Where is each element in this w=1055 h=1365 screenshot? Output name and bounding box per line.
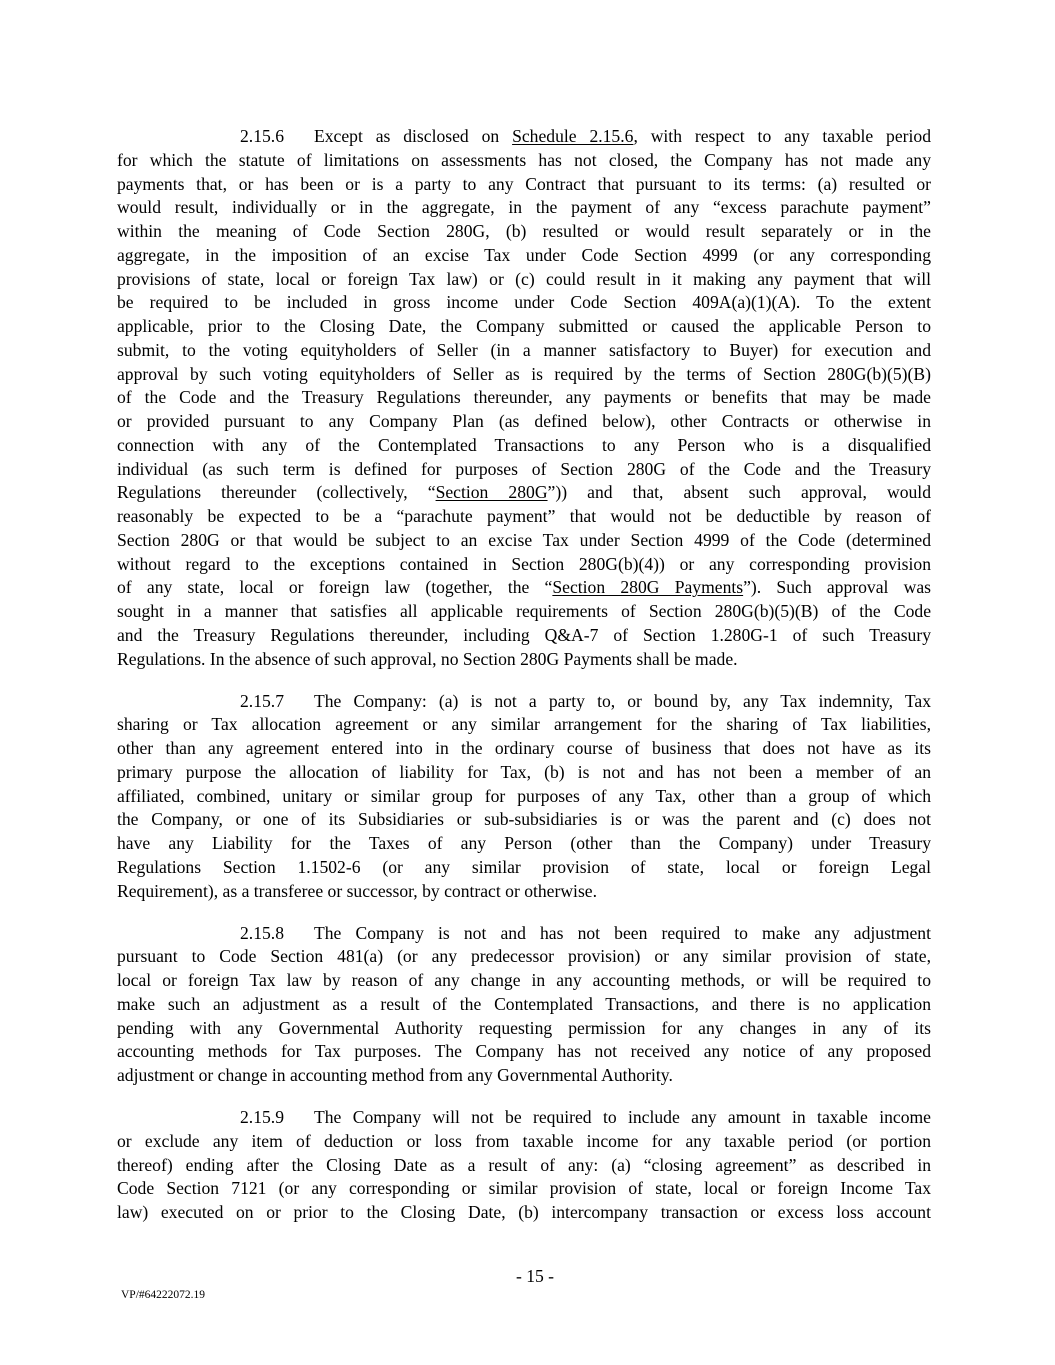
text-segment: applicable, prior to the Closing Date, the Company submitted or caused the applicable Person to (117, 316, 931, 336)
section-number: 2.15.6 (240, 126, 284, 146)
defined-term: Section 280G Payments (552, 577, 744, 598)
text-segment: Section 280G or that would be subject to an excise Tax under Section 4999 of the Code (determined (117, 529, 931, 550)
text-line (117, 993, 931, 1017)
text-line (117, 832, 931, 856)
text-line (117, 481, 931, 505)
text-line (117, 315, 931, 339)
section-2-15-9 (117, 1106, 931, 1225)
text-segment: affiliated, combined, unitary or similar group for purposes of any Tax, other than a group of which (117, 785, 931, 806)
text-line (117, 785, 931, 809)
text-segment: thereof) ending after the Closing Date as a result of any: (a) “closing agreement” as described in (117, 1154, 931, 1175)
text-segment: make such an adjustment as a result of the Contemplated Transactions, and there is no application (117, 993, 931, 1014)
text-line (117, 1154, 931, 1178)
text-segment: Regulations. In the absence of such approval, no Section 280G Payments shall be made. (117, 648, 738, 669)
text-segment: pursuant to Code Section 481(a) (or any predecessor provision) or any similar provision of state, (117, 946, 931, 967)
text-segment: or exclude any item of deduction or loss from taxable income for any taxable period (or portion (117, 1130, 931, 1151)
text-segment: Regulations thereunder (collectively, “ (117, 482, 436, 503)
text-line (117, 1040, 931, 1064)
text-line (117, 856, 931, 880)
text-line (117, 808, 931, 832)
text-segment: Requirement), as a transferee or successor, by contract or otherwise. (117, 880, 597, 901)
text-segment: adjustment or change in accounting method from any Governmental Authority. (117, 1065, 673, 1086)
text-line (117, 1177, 931, 1201)
text-line (117, 386, 931, 410)
text-segment: pending with any Governmental Authority requesting permission for any changes in any of its (117, 1017, 931, 1038)
text-line (117, 363, 931, 387)
text-segment: other than any agreement entered into in the ordinary course of business that does not have as its (117, 738, 931, 759)
defined-term: Schedule 2.15.6 (512, 126, 634, 146)
text-line (117, 1201, 931, 1225)
text-line (117, 600, 931, 624)
text-segment: submit, to the voting equityholders of Seller (in a manner satisfactory to Buyer) for execution and (117, 339, 931, 360)
text-segment: be required to be included in gross income under Code Section 409A(a)(1)(A). To the extent (117, 292, 931, 313)
section-2-15-7 (117, 690, 931, 904)
text-line (117, 648, 931, 672)
text-line (117, 945, 931, 969)
text-segment: the Company, or one of its Subsidiaries or sub-subsidiaries is or was the parent and (c) does not (117, 809, 931, 830)
text-line (117, 149, 931, 173)
text-segment: of any state, local or foreign law (together, the “ (117, 577, 553, 598)
text-segment: have any Liability for the Taxes of any Person (other than the Company) under Treasury (117, 833, 931, 854)
text-segment: individual (as such term is defined for purposes of Section 280G of the Code and the Treasury (117, 458, 931, 479)
text-segment: would result, individually or in the aggregate, in the payment of any “excess parachute payment” (117, 197, 931, 218)
text-line (117, 1017, 931, 1041)
page-number: - 15 - (515, 1266, 555, 1286)
section-number: 2.15.8 (240, 922, 284, 943)
text-segment: The Company will not be required to include any amount in taxable income (314, 1107, 931, 1128)
text-line (117, 737, 931, 761)
text-line (117, 125, 931, 149)
text-segment: sharing or Tax allocation agreement or any similar arrangement for the sharing of Tax liabilities, (117, 714, 931, 735)
text-segment: approval by such voting equityholders of Seller as is required by the terms of Section 280G(b)(5)(B) (117, 363, 931, 384)
text-segment: ”)) and that, absent such approval, would (547, 482, 931, 503)
text-line (117, 291, 931, 315)
text-segment: The Company is not and has not been required to make any adjustment (314, 922, 931, 943)
text-line (117, 244, 931, 268)
text-segment: law) executed on or prior to the Closing Date, (b) intercompany transaction or excess loss account (117, 1202, 931, 1223)
text-segment: provisions of state, local or foreign Tax law) or (c) could result in it making any payment that will (117, 268, 931, 289)
text-line (117, 1064, 931, 1088)
text-line (117, 505, 931, 529)
text-line (117, 969, 931, 993)
text-segment: and the Treasury Regulations thereunder, including Q&A-7 of Section 1.280G-1 of such Treasury (117, 624, 931, 645)
text-line (117, 553, 931, 577)
section-2-15-6 (117, 125, 931, 671)
text-segment: , with respect to any taxable period (633, 126, 932, 146)
text-line (117, 173, 931, 197)
text-line (117, 713, 931, 737)
text-line (117, 196, 931, 220)
text-line (117, 529, 931, 553)
text-line (117, 690, 931, 714)
text-segment: Except as disclosed on (314, 126, 513, 146)
text-line (117, 1130, 931, 1154)
text-line (117, 434, 931, 458)
text-line (117, 339, 931, 363)
text-line (117, 624, 931, 648)
defined-term: Section 280G (435, 482, 548, 503)
text-line (117, 220, 931, 244)
text-segment: sought in a manner that satisfies all applicable requirements of Section 280G(b)(5)(B) of the Code (117, 601, 931, 621)
text-segment: connection with any of the Contemplated Transactions to any Person who is a disqualified (117, 434, 931, 455)
text-segment: local or foreign Tax law by reason of any change in any accounting methods, or will be required to (117, 970, 931, 991)
text-segment: or provided pursuant to any Company Plan (as defined below), other Contracts or otherwise in (117, 411, 931, 431)
text-line (117, 410, 931, 434)
text-line (117, 922, 931, 946)
text-segment: of the Code and the Treasury Regulations thereunder, any payments or benefits that may be made (117, 387, 931, 408)
text-segment: payments that, or has been or is a party to any Contract that pursuant to its terms: (a) resulted or (117, 173, 931, 194)
text-line (117, 761, 931, 785)
text-segment: Code Section 7121 (or any corresponding or similar provision of state, local or foreign Income Tax (117, 1178, 931, 1199)
section-number: 2.15.9 (240, 1107, 284, 1128)
text-line (117, 458, 931, 482)
text-segment: Regulations Section 1.1502-6 (or any similar provision of state, local or foreign Legal (117, 856, 931, 877)
text-segment: The Company: (a) is not a party to, or bound by, any Tax indemnity, Tax (314, 690, 931, 711)
text-segment: aggregate, in the imposition of an excise Tax under Code Section 4999 (or any corresponding (117, 244, 931, 265)
text-line (117, 576, 931, 600)
text-segment: for which the statute of limitations on assessments has not closed, the Company has not made any (117, 149, 931, 170)
text-segment: reasonably be expected to be a “parachute payment” that would not be deductible by reason of (117, 506, 931, 526)
text-line (117, 1106, 931, 1130)
text-segment: primary purpose the allocation of liability for Tax, (b) is not and has not been a member of an (117, 761, 931, 782)
document-body (117, 125, 931, 1243)
text-segment: within the meaning of Code Section 280G, (b) resulted or would result separately or in the (117, 221, 931, 241)
text-segment: ”). Such approval was (743, 577, 931, 598)
section-2-15-8 (117, 922, 931, 1088)
text-segment: accounting methods for Tax purposes. The Company has not received any notice of any proposed (117, 1041, 931, 1062)
text-line (117, 880, 931, 904)
document-id: VP/#64222072.19 (121, 1289, 206, 1301)
section-number: 2.15.7 (240, 690, 284, 711)
text-line (117, 268, 931, 292)
text-segment: without regard to the exceptions contained in Section 280G(b)(4)) or any corresponding provision (117, 553, 931, 574)
